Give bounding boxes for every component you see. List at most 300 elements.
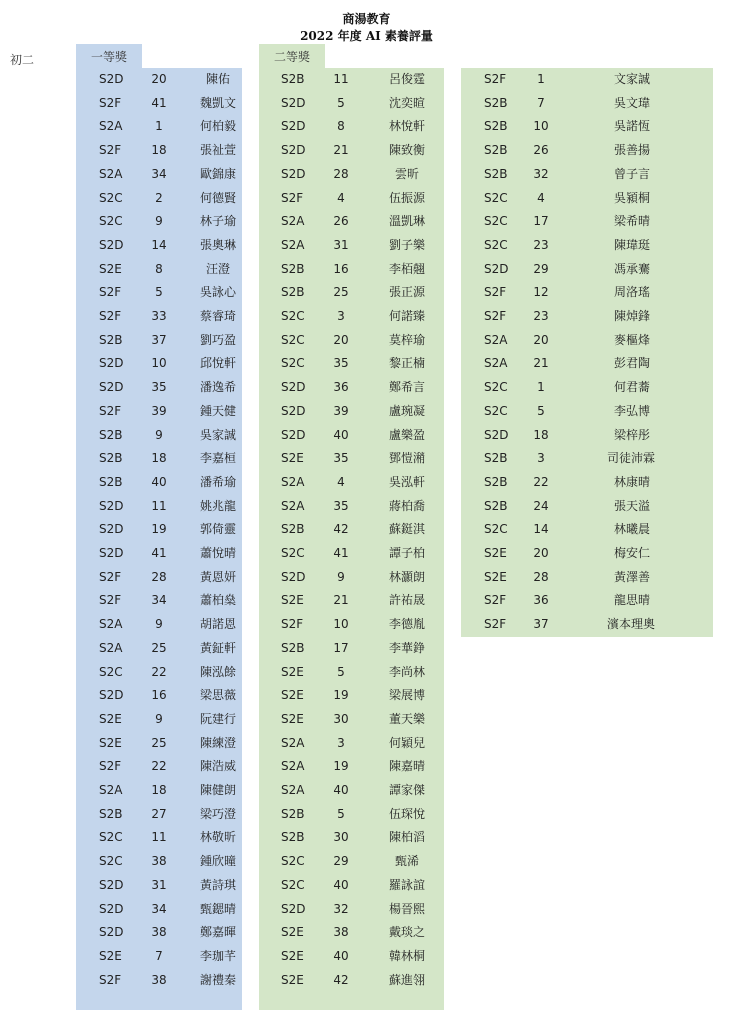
student-name: 張天溢 bbox=[613, 498, 650, 513]
list-row bbox=[76, 187, 242, 211]
student-name: 司徒沛霖 bbox=[606, 451, 655, 466]
student-name: 彭君陶 bbox=[613, 356, 650, 371]
student-name: 黃鉦軒 bbox=[199, 640, 236, 655]
list-row bbox=[461, 139, 713, 163]
student-number: 5 bbox=[337, 95, 345, 110]
student-number: 29 bbox=[333, 854, 349, 869]
student-name: 張善揚 bbox=[613, 143, 650, 158]
class-code: S2B bbox=[281, 522, 305, 537]
student-name: 梁巧澄 bbox=[199, 806, 236, 821]
class-code: S2D bbox=[281, 403, 306, 418]
class-code: S2D bbox=[99, 237, 124, 252]
student-name: 吳家誠 bbox=[199, 427, 236, 442]
student-name: 甄浠 bbox=[394, 854, 419, 869]
student-number: 34 bbox=[151, 166, 167, 181]
list-row bbox=[461, 329, 713, 353]
class-code: S2D bbox=[281, 166, 306, 181]
class-code: S2B bbox=[281, 285, 305, 300]
student-number: 11 bbox=[151, 498, 167, 513]
student-name: 林康晴 bbox=[613, 474, 650, 489]
student-name: 濱本理奧 bbox=[606, 617, 655, 632]
class-code: S2D bbox=[484, 427, 509, 442]
class-code: S2E bbox=[281, 664, 304, 679]
list-row bbox=[259, 613, 444, 637]
class-code: S2F bbox=[484, 285, 507, 300]
student-number: 22 bbox=[533, 474, 549, 489]
student-name: 陳焯鋒 bbox=[613, 309, 650, 323]
student-number: 16 bbox=[333, 261, 349, 276]
list-row bbox=[259, 234, 444, 258]
list-row bbox=[76, 732, 242, 756]
student-number: 22 bbox=[151, 759, 167, 774]
class-code: S2D bbox=[99, 546, 124, 560]
student-name: 姚兆龍 bbox=[199, 498, 236, 513]
class-code: S2C bbox=[99, 190, 123, 205]
list-row bbox=[259, 874, 444, 898]
class-code: S2D bbox=[281, 569, 306, 584]
student-name: 林敬昕 bbox=[199, 830, 236, 845]
student-number: 14 bbox=[151, 237, 167, 252]
student-number: 40 bbox=[333, 877, 349, 892]
list-row bbox=[461, 542, 713, 566]
list-row bbox=[76, 755, 242, 779]
second-prize-list-b bbox=[461, 68, 713, 637]
student-name: 許祐晟 bbox=[388, 593, 425, 608]
list-row bbox=[259, 163, 444, 187]
class-code: S2C bbox=[484, 214, 508, 229]
student-number: 28 bbox=[333, 166, 349, 181]
student-number: 20 bbox=[333, 332, 349, 347]
class-code: S2F bbox=[99, 972, 122, 987]
list-row bbox=[461, 281, 713, 305]
class-code: S2B bbox=[281, 72, 305, 86]
student-number: 2 bbox=[155, 190, 163, 205]
class-code: S2B bbox=[99, 474, 123, 489]
class-code: S2D bbox=[281, 901, 306, 916]
class-code: S2E bbox=[281, 925, 304, 940]
list-row bbox=[76, 874, 242, 898]
student-number: 30 bbox=[333, 711, 349, 726]
list-row bbox=[259, 258, 444, 282]
list-row bbox=[259, 352, 444, 376]
student-name: 劉子樂 bbox=[388, 237, 425, 252]
class-code: S2C bbox=[281, 356, 305, 371]
list-row bbox=[461, 115, 713, 139]
list-row bbox=[461, 68, 713, 92]
list-row bbox=[461, 566, 713, 590]
class-code: S2B bbox=[484, 166, 508, 181]
class-code: S2D bbox=[281, 380, 306, 395]
list-row bbox=[76, 661, 242, 685]
student-name: 陳浩威 bbox=[199, 759, 236, 774]
list-row bbox=[259, 305, 444, 329]
student-name: 盧琬凝 bbox=[388, 403, 425, 418]
list-row bbox=[259, 471, 444, 495]
student-number: 10 bbox=[333, 617, 349, 632]
class-code: S2E bbox=[99, 948, 122, 963]
student-name: 鍾天健 bbox=[199, 403, 236, 418]
student-name: 林悅軒 bbox=[388, 119, 425, 134]
student-number: 41 bbox=[333, 546, 349, 560]
list-row bbox=[76, 329, 242, 353]
student-name: 謝禮秦 bbox=[199, 972, 236, 987]
student-number: 21 bbox=[533, 356, 549, 371]
class-code: S2F bbox=[99, 95, 122, 110]
list-row bbox=[259, 447, 444, 471]
list-row bbox=[76, 352, 242, 376]
class-code: S2B bbox=[281, 806, 305, 821]
student-name: 蕭悅晴 bbox=[199, 546, 236, 560]
student-number: 27 bbox=[151, 806, 167, 821]
student-name: 呂俊霆 bbox=[388, 72, 425, 86]
student-number: 28 bbox=[151, 569, 167, 584]
list-row bbox=[259, 637, 444, 661]
student-number: 16 bbox=[151, 688, 167, 703]
class-code: S2D bbox=[99, 925, 124, 940]
class-code: S2A bbox=[99, 783, 123, 797]
list-row bbox=[76, 826, 242, 850]
list-row bbox=[259, 210, 444, 234]
list-row bbox=[461, 495, 713, 519]
class-code: S2F bbox=[484, 617, 507, 632]
class-code: S2A bbox=[484, 332, 508, 347]
list-row bbox=[259, 850, 444, 874]
student-name: 李尚林 bbox=[388, 664, 425, 679]
student-number: 24 bbox=[533, 498, 549, 513]
class-code: S2B bbox=[281, 830, 305, 845]
list-row bbox=[461, 613, 713, 637]
list-row bbox=[76, 400, 242, 424]
list-row bbox=[259, 495, 444, 519]
student-number: 1 bbox=[155, 119, 163, 134]
class-code: S2A bbox=[99, 119, 123, 134]
student-number: 3 bbox=[337, 309, 345, 323]
student-name: 溫凱琳 bbox=[388, 214, 425, 229]
student-name: 羅詠誼 bbox=[388, 877, 425, 892]
student-name: 吳文瑋 bbox=[613, 95, 650, 110]
list-row bbox=[76, 921, 242, 945]
student-name: 魏凱文 bbox=[199, 95, 236, 110]
student-name: 蘇鋌淇 bbox=[388, 522, 425, 537]
student-name: 陳佑 bbox=[205, 72, 230, 86]
student-name: 梁展博 bbox=[388, 688, 425, 703]
student-number: 26 bbox=[533, 143, 549, 158]
student-name: 譚家傑 bbox=[388, 783, 425, 797]
student-number: 37 bbox=[533, 617, 549, 632]
student-name: 伍琛悅 bbox=[388, 806, 425, 821]
student-number: 30 bbox=[333, 830, 349, 845]
student-number: 11 bbox=[333, 72, 349, 86]
class-code: S2F bbox=[281, 617, 304, 632]
student-number: 3 bbox=[537, 451, 545, 466]
org-title: 商湯教育 bbox=[342, 12, 391, 26]
student-name: 楊晉熙 bbox=[388, 901, 425, 916]
student-name: 盧樂盈 bbox=[388, 427, 425, 442]
class-code: S2F bbox=[99, 403, 122, 418]
class-code: S2F bbox=[99, 143, 122, 158]
list-row bbox=[259, 329, 444, 353]
list-row bbox=[76, 471, 242, 495]
student-number: 28 bbox=[533, 569, 549, 584]
class-code: S2A bbox=[484, 356, 508, 371]
list-row bbox=[461, 447, 713, 471]
list-row bbox=[259, 139, 444, 163]
student-name: 何穎兒 bbox=[388, 735, 425, 750]
list-row bbox=[76, 898, 242, 922]
student-number: 1 bbox=[537, 72, 545, 86]
student-name: 潘逸希 bbox=[199, 380, 236, 395]
list-row bbox=[461, 210, 713, 234]
student-number: 10 bbox=[533, 119, 549, 134]
student-number: 38 bbox=[151, 925, 167, 940]
student-name: 韓林桐 bbox=[388, 948, 425, 963]
student-name: 董天樂 bbox=[388, 711, 425, 726]
student-number: 25 bbox=[151, 735, 167, 750]
student-name: 吳諾恆 bbox=[613, 119, 650, 134]
list-row bbox=[259, 566, 444, 590]
student-name: 劉巧盈 bbox=[199, 332, 236, 347]
student-name: 林曦晨 bbox=[613, 522, 650, 537]
list-row bbox=[76, 92, 242, 116]
list-row bbox=[259, 803, 444, 827]
student-name: 李珈芊 bbox=[199, 948, 236, 963]
student-number: 31 bbox=[333, 237, 349, 252]
student-name: 林子瑜 bbox=[199, 214, 236, 229]
student-number: 18 bbox=[533, 427, 549, 442]
student-number: 9 bbox=[155, 214, 163, 229]
student-number: 38 bbox=[151, 854, 167, 869]
student-number: 17 bbox=[333, 640, 349, 655]
student-name: 曾子言 bbox=[613, 166, 650, 181]
list-row bbox=[461, 352, 713, 376]
student-number: 23 bbox=[533, 309, 549, 323]
class-code: S2C bbox=[281, 309, 305, 323]
student-number: 9 bbox=[155, 427, 163, 442]
student-number: 40 bbox=[333, 948, 349, 963]
class-code: S2D bbox=[484, 261, 509, 276]
class-code: S2E bbox=[99, 735, 122, 750]
student-name: 馮承騫 bbox=[613, 261, 650, 276]
class-code: S2F bbox=[99, 285, 122, 300]
list-row bbox=[76, 850, 242, 874]
list-row bbox=[76, 305, 242, 329]
list-row bbox=[259, 542, 444, 566]
student-name: 鄭嘉暉 bbox=[199, 925, 236, 940]
student-number: 31 bbox=[151, 877, 167, 892]
student-name: 鄧愷潲 bbox=[388, 451, 425, 466]
class-code: S2B bbox=[484, 95, 508, 110]
student-number: 9 bbox=[337, 569, 345, 584]
student-name: 李華錚 bbox=[388, 640, 425, 655]
student-name: 蘇進翎 bbox=[388, 972, 425, 987]
list-row bbox=[76, 115, 242, 139]
student-name: 甄鍶晴 bbox=[199, 901, 236, 916]
class-code: S2B bbox=[484, 119, 508, 134]
list-row bbox=[461, 305, 713, 329]
student-number: 4 bbox=[537, 190, 545, 205]
student-number: 41 bbox=[151, 546, 167, 560]
student-name: 張正源 bbox=[388, 285, 425, 300]
assessment-subtitle: 2022 年度 AI 素養評量 bbox=[300, 29, 433, 43]
class-code: S2F bbox=[99, 569, 122, 584]
student-number: 14 bbox=[533, 522, 549, 537]
list-row bbox=[259, 68, 444, 92]
list-row bbox=[259, 424, 444, 448]
class-code: S2C bbox=[99, 830, 123, 845]
student-name: 胡諾恩 bbox=[199, 617, 236, 632]
student-number: 19 bbox=[151, 522, 167, 537]
student-name: 李德胤 bbox=[388, 617, 425, 632]
student-name: 李弘博 bbox=[613, 403, 650, 418]
student-number: 10 bbox=[151, 356, 167, 371]
student-name: 潘希瑜 bbox=[199, 474, 236, 489]
list-row bbox=[461, 163, 713, 187]
student-name: 文家誠 bbox=[613, 72, 650, 86]
grade-label: 初二 bbox=[10, 53, 35, 67]
student-name: 梁梓彤 bbox=[613, 427, 650, 442]
student-number: 4 bbox=[337, 190, 345, 205]
list-row bbox=[76, 376, 242, 400]
class-code: S2C bbox=[99, 854, 123, 869]
student-number: 40 bbox=[333, 427, 349, 442]
class-code: S2E bbox=[281, 972, 304, 987]
class-code: S2D bbox=[281, 143, 306, 158]
student-name: 郭倚靈 bbox=[199, 522, 236, 537]
student-number: 42 bbox=[333, 522, 349, 537]
student-number: 34 bbox=[151, 901, 167, 916]
class-code: S2E bbox=[281, 688, 304, 703]
class-code: S2E bbox=[484, 546, 507, 560]
class-code: S2C bbox=[484, 380, 508, 395]
list-row bbox=[259, 969, 444, 993]
student-name: 伍振源 bbox=[388, 190, 425, 205]
student-number: 8 bbox=[155, 261, 163, 276]
class-code: S2A bbox=[281, 474, 305, 489]
student-name: 鍾欣曈 bbox=[199, 854, 236, 869]
class-code: S2C bbox=[484, 522, 508, 537]
student-number: 18 bbox=[151, 783, 167, 797]
student-number: 7 bbox=[155, 948, 163, 963]
list-row bbox=[461, 92, 713, 116]
student-number: 35 bbox=[151, 380, 167, 395]
class-code: S2A bbox=[281, 498, 305, 513]
list-row bbox=[76, 518, 242, 542]
list-row bbox=[259, 708, 444, 732]
student-number: 32 bbox=[533, 166, 549, 181]
student-number: 21 bbox=[333, 143, 349, 158]
student-name: 吳潁桐 bbox=[613, 190, 650, 205]
list-row bbox=[76, 542, 242, 566]
student-number: 3 bbox=[337, 735, 345, 750]
student-number: 17 bbox=[533, 214, 549, 229]
student-number: 7 bbox=[537, 95, 545, 110]
class-code: S2D bbox=[281, 119, 306, 134]
class-code: S2E bbox=[99, 711, 122, 726]
student-name: 歐錦康 bbox=[199, 166, 236, 181]
student-number: 18 bbox=[151, 451, 167, 466]
student-name: 沈奕暄 bbox=[388, 95, 425, 110]
student-number: 40 bbox=[151, 474, 167, 489]
student-number: 9 bbox=[155, 711, 163, 726]
student-name: 陳瑋珽 bbox=[613, 237, 650, 252]
class-code: S2A bbox=[281, 237, 305, 252]
class-code: S2A bbox=[281, 214, 305, 229]
class-code: S2B bbox=[281, 640, 305, 655]
class-code: S2A bbox=[99, 640, 123, 655]
list-row bbox=[259, 945, 444, 969]
student-number: 20 bbox=[151, 72, 167, 86]
class-code: S2F bbox=[484, 309, 507, 323]
student-number: 34 bbox=[151, 593, 167, 608]
class-code: S2D bbox=[99, 877, 124, 892]
list-row bbox=[259, 732, 444, 756]
student-name: 陳柏滔 bbox=[388, 830, 425, 845]
student-number: 12 bbox=[533, 285, 549, 300]
student-name: 陳嘉晴 bbox=[388, 759, 425, 774]
list-row bbox=[461, 376, 713, 400]
list-row bbox=[76, 424, 242, 448]
student-number: 8 bbox=[337, 119, 345, 134]
class-code: S2B bbox=[484, 451, 508, 466]
student-name: 陳健朗 bbox=[199, 783, 236, 797]
list-row bbox=[259, 281, 444, 305]
list-row bbox=[259, 518, 444, 542]
list-row bbox=[259, 661, 444, 685]
class-code: S2C bbox=[281, 854, 305, 869]
class-code: S2F bbox=[484, 593, 507, 608]
class-code: S2C bbox=[99, 214, 123, 229]
student-name: 陳致衡 bbox=[388, 143, 425, 158]
student-name: 譚子柏 bbox=[388, 546, 425, 560]
student-number: 35 bbox=[333, 498, 349, 513]
class-code: S2A bbox=[99, 617, 123, 632]
list-row bbox=[259, 187, 444, 211]
list-row bbox=[76, 210, 242, 234]
student-name: 汪澄 bbox=[205, 261, 230, 276]
class-code: S2D bbox=[281, 95, 306, 110]
class-code: S2B bbox=[99, 332, 123, 347]
list-row bbox=[259, 921, 444, 945]
student-number: 37 bbox=[151, 332, 167, 347]
student-number: 41 bbox=[151, 95, 167, 110]
class-code: S2E bbox=[99, 261, 122, 276]
class-code: S2B bbox=[484, 143, 508, 158]
class-code: S2B bbox=[99, 806, 123, 821]
student-number: 21 bbox=[333, 593, 349, 608]
class-code: S2B bbox=[281, 261, 305, 276]
list-row bbox=[259, 400, 444, 424]
student-number: 4 bbox=[337, 474, 345, 489]
student-name: 蔡睿琦 bbox=[199, 309, 236, 323]
class-code: S2D bbox=[99, 522, 124, 537]
class-code: S2A bbox=[281, 735, 305, 750]
student-name: 梁思薇 bbox=[199, 688, 236, 703]
student-name: 梁希晴 bbox=[613, 214, 650, 229]
student-name: 李栢翹 bbox=[388, 261, 425, 276]
student-number: 39 bbox=[151, 403, 167, 418]
list-row bbox=[76, 945, 242, 969]
class-code: S2C bbox=[484, 190, 508, 205]
class-code: S2D bbox=[99, 498, 124, 513]
class-code: S2E bbox=[281, 451, 304, 466]
list-row bbox=[76, 613, 242, 637]
list-row bbox=[76, 258, 242, 282]
class-code: S2B bbox=[99, 427, 123, 442]
class-code: S2A bbox=[281, 783, 305, 797]
student-number: 22 bbox=[151, 664, 167, 679]
class-code: S2B bbox=[484, 498, 508, 513]
class-code: S2D bbox=[99, 72, 124, 86]
